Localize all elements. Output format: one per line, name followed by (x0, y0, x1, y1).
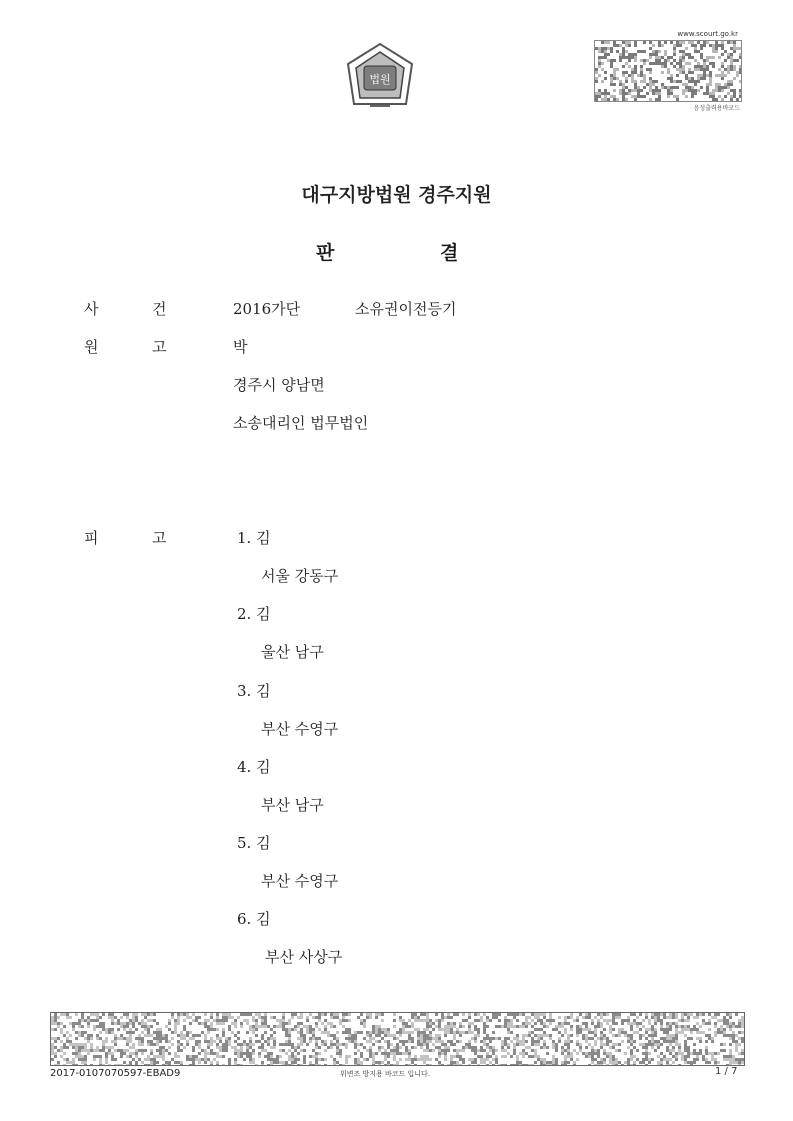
defendant-address: 부산 남구 (261, 796, 324, 814)
qr-caption: 음성출력용바코드 (693, 105, 740, 112)
emblem-text: 법원 (369, 73, 391, 86)
document-id: 2017-0107070597-EBAD9 (50, 1068, 181, 1079)
defendant-label-2: 고 (152, 529, 167, 547)
plaintiff-representative: 소송대리인 법무법인 (233, 414, 369, 432)
defendant-name: 1. 김 (237, 529, 271, 547)
defendant-name: 2. 김 (237, 605, 271, 623)
defendant-name: 6. 김 (237, 910, 271, 928)
qr-code (594, 40, 742, 102)
defendant-name: 3. 김 (237, 682, 271, 700)
plaintiff-label-2: 고 (152, 338, 167, 356)
defendant-address: 울산 남구 (261, 643, 324, 661)
defendant-address: 부산 사상구 (265, 948, 343, 966)
defendant-label-1: 피 (84, 529, 99, 547)
plaintiff-address: 경주시 양남면 (233, 376, 325, 394)
case-number: 2016가단 (233, 300, 301, 318)
barcode-note: 위변조 방지용 바코드 입니다. (340, 1070, 431, 1078)
court-emblem (340, 40, 420, 120)
defendant-address: 서울 강동구 (261, 567, 339, 585)
case-label-1: 사 (84, 300, 99, 318)
defendant-address: 부산 수영구 (261, 720, 339, 738)
defendant-name: 4. 김 (237, 758, 271, 776)
case-label-2: 건 (152, 300, 167, 318)
anti-forgery-barcode (50, 1012, 745, 1066)
doc-title-part-2: 결 (440, 242, 459, 264)
defendant-address: 부산 수영구 (261, 872, 339, 890)
court-name: 대구지방법원 경주지원 (301, 184, 492, 206)
case-name: 소유권이전등기 (355, 300, 457, 318)
plaintiff-name: 박 (233, 338, 248, 356)
page-number: 1 / 7 (715, 1066, 738, 1077)
doc-title-part-1: 판 (316, 242, 335, 264)
plaintiff-label-1: 원 (84, 338, 99, 356)
defendant-name: 5. 김 (237, 834, 271, 852)
qr-url: www.scourt.go.kr (677, 30, 738, 38)
